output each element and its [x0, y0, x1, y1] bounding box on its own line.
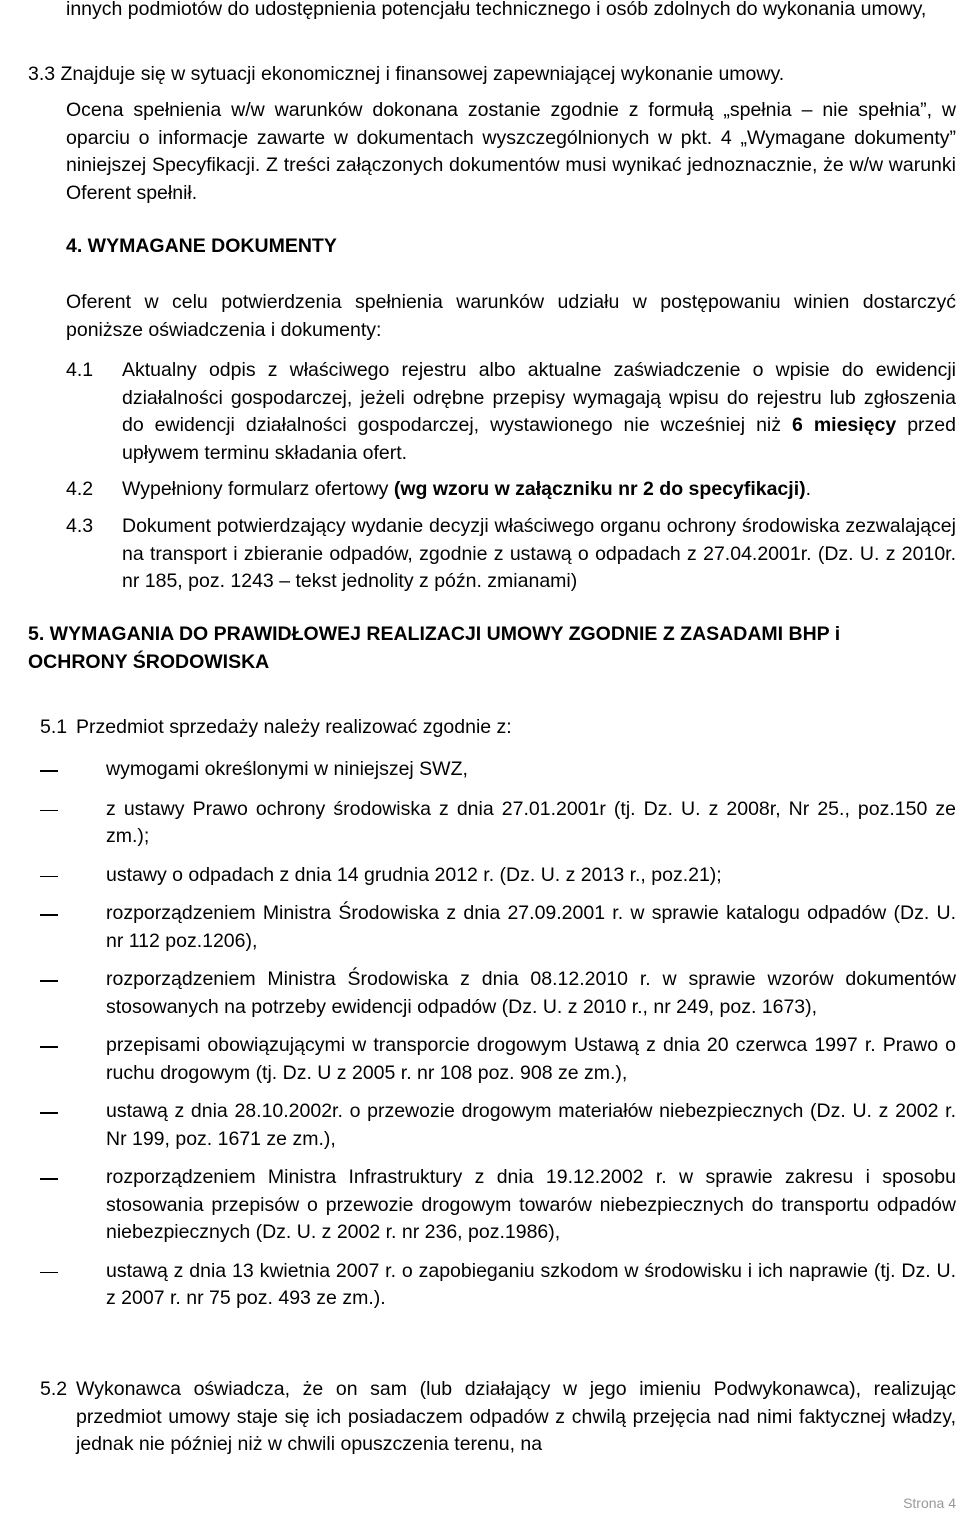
- item-4-2: [66, 476, 956, 504]
- continuation-text: innych podmiotów do udostępnienia potencjału technicznego i osób zdolnych do wykonania umowy,: [66, 0, 927, 20]
- page-number: 4: [948, 1495, 956, 1511]
- item-number: 5.2: [40, 1378, 68, 1400]
- list-item: rozporządzeniem Ministra Środowiska z dnia 08.12.2010 r. w sprawie wzorów dokumentów stosowanych na potrzeby ewidencji odpadów (Dz. U. z 2010 r., nr 249, poz. 1673),: [106, 968, 956, 1018]
- item-number: 4.1: [66, 359, 94, 381]
- item-text: Aktualny odpis z właściwego rejestru albo aktualne zaświadczenie o wpisie do ewidencji działalności gospodarczej, jeżeli odrębne przepisy wymagają wpisu do rejestru lub zgłoszenia do ewidencji działalności gospodarczej, wystawionego nie wcześniej niż 6 miesięcy przed upływem terminu składania ofert.: [122, 359, 956, 464]
- item-4-3: [66, 513, 956, 596]
- item-text: Dokument potwierdzający wydanie decyzji właściwego organu ochrony środowiska zezwalającej na transport i zbieranie odpadów, zgodnie z ustawą o odpadach z 27.04.2001r. (Dz. U. z 2010r. nr 185, poz. 1243 – tekst jednolity z późn. zmianami): [122, 515, 956, 592]
- item-text: Przedmiot sprzedaży należy realizować zgodnie z:: [76, 716, 512, 738]
- section-4-intro: Oferent w celu potwierdzenia spełnienia warunków udziału w postępowaniu winien dostarczyć poniższe oświadczenia i dokumenty:: [66, 291, 956, 341]
- page-footer: [903, 1494, 956, 1512]
- legal-requirements-list: [40, 756, 956, 1313]
- item-text: Wykonawca oświadcza, że on sam (lub działający w jego imieniu Podwykonawca), realizując przedmiot umowy staje się ich posiadaczem odpadów z chwilą przejęcia nad nimi faktycznej władzy, jednak nie później niż w chwili opuszczenia terenu, na: [76, 1378, 956, 1455]
- item-5-1: [40, 714, 956, 742]
- list-item: przepisami obowiązującymi w transporcie drogowym Ustawą z dnia 20 czerwca 1997 r. Prawo o ruchu drogowym (tj. Dz. U z 2005 r. nr 108 poz. 908 ze zm.),: [106, 1034, 956, 1084]
- list-item: rozporządzeniem Ministra Środowiska z dnia 27.09.2001 r. w sprawie katalogu odpadów (Dz. U. nr 112 poz.1206),: [106, 902, 956, 952]
- item-3-3: 3.3 Znajduje się w sytuacji ekonomicznej i finansowej zapewniającej wykonanie umowy.: [28, 63, 785, 85]
- list-item: rozporządzeniem Ministra Infrastruktury z dnia 19.12.2002 r. w sprawie zakresu i sposobu stosowania przepisów o przewozie drogowym towarów niebezpiecznych do transportu odpadów niebezpiecznych (Dz. U. z 2002 r. nr 236, poz.1986),: [106, 1166, 956, 1243]
- list-item: wymogami określonymi w niniejszej SWZ,: [106, 758, 468, 780]
- list-item: z ustawy Prawo ochrony środowiska z dnia 27.01.2001r (tj. Dz. U. z 2008r, Nr 25., poz.150 ze zm.);: [106, 797, 956, 847]
- item-text: Wypełniony formularz ofertowy (wg wzoru w załączniku nr 2 do specyfikacji).: [122, 478, 812, 500]
- item-4-1: [66, 357, 956, 467]
- list-item: ustawą z dnia 13 kwietnia 2007 r. o zapobieganiu szkodom w środowisku i ich naprawie (tj. Dz. U. z 2007 r. nr 75 poz. 493 ze zm.).: [106, 1259, 956, 1309]
- item-number: 4.3: [66, 515, 94, 537]
- page-label: Strona: [903, 1495, 945, 1511]
- item-number: 5.1: [40, 716, 68, 738]
- section-5-heading: 5. WYMAGANIA DO PRAWIDŁOWEJ REALIZACJI UMOWY ZGODNIE Z ZASADAMI BHP i OCHRONY ŚRODOWISKA: [28, 623, 841, 673]
- section-4-heading: 4. WYMAGANE DOKUMENTY: [66, 235, 337, 257]
- item-number: 4.2: [66, 478, 94, 500]
- list-item: ustawy o odpadach z dnia 14 grudnia 2012 r. (Dz. U. z 2013 r., poz.21);: [106, 863, 722, 886]
- item-5-2: [40, 1376, 956, 1461]
- assessment-paragraph: Ocena spełnienia w/w warunków dokonana zostanie zgodnie z formułą „spełnia – nie spełnia”, w oparciu o informacje zawarte w dokumentach wyszczególnionych w pkt. 4 „Wymagane dokumenty” niniejszej Specyfikacji. Z treści załączonych dokumentów musi wynikać jednoznacznie, że w/w warunki Oferent spełnił.: [66, 99, 956, 204]
- list-item: ustawą z dnia 28.10.2002r. o przewozie drogowym materiałów niebezpiecznych (Dz. U. z 2002 r. Nr 199, poz. 1671 ze zm.),: [106, 1100, 956, 1150]
